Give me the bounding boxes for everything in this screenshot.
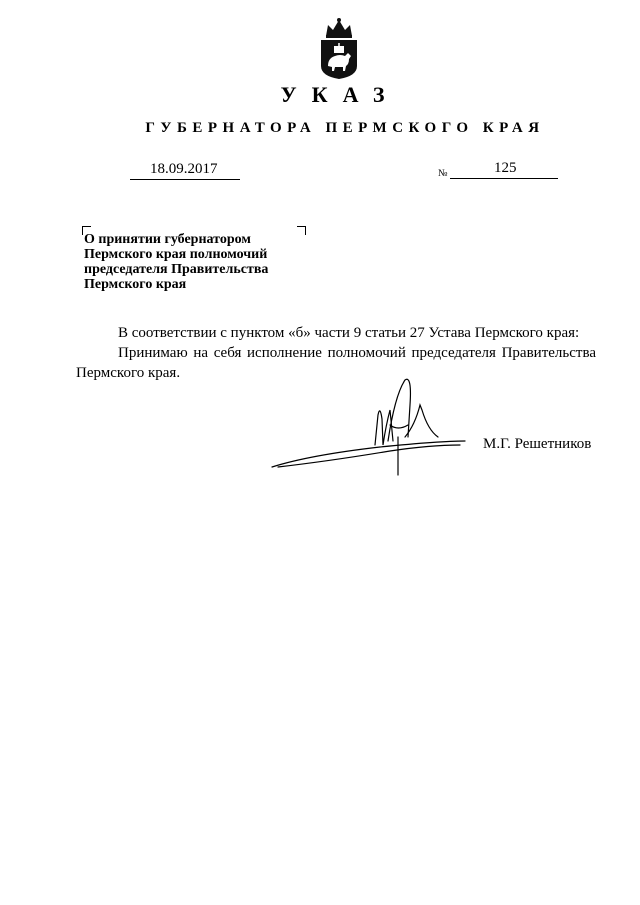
heading-line: председателя Правительства — [84, 262, 269, 277]
document-body — [76, 323, 596, 383]
number-sign: № — [438, 168, 448, 179]
date-underline — [130, 179, 240, 180]
document-title: УКАЗ — [280, 82, 400, 107]
body-paragraph: Принимаю на себя исполнение полномочий председателя Правительства Пермского края. — [76, 345, 596, 381]
document-number: 125 — [494, 160, 517, 176]
heading-line: Пермского края — [84, 277, 187, 292]
body-paragraph: В соответствии с пунктом «б» части 9 статьи 27 Устава Пермского края: — [118, 325, 580, 341]
signer-name: М.Г. Решетников — [483, 436, 592, 452]
coat-of-arms-icon — [318, 16, 360, 80]
heading-line: Пермского края полномочий — [84, 247, 268, 262]
number-underline — [450, 178, 558, 179]
signature-icon — [270, 375, 480, 480]
document-date: 18.09.2017 — [150, 161, 218, 177]
heading-line: О принятии губернатором — [84, 232, 251, 247]
document-heading — [84, 232, 314, 292]
document-subtitle: ГУБЕРНАТОРА ПЕРМСКОГО КРАЯ — [145, 120, 545, 136]
